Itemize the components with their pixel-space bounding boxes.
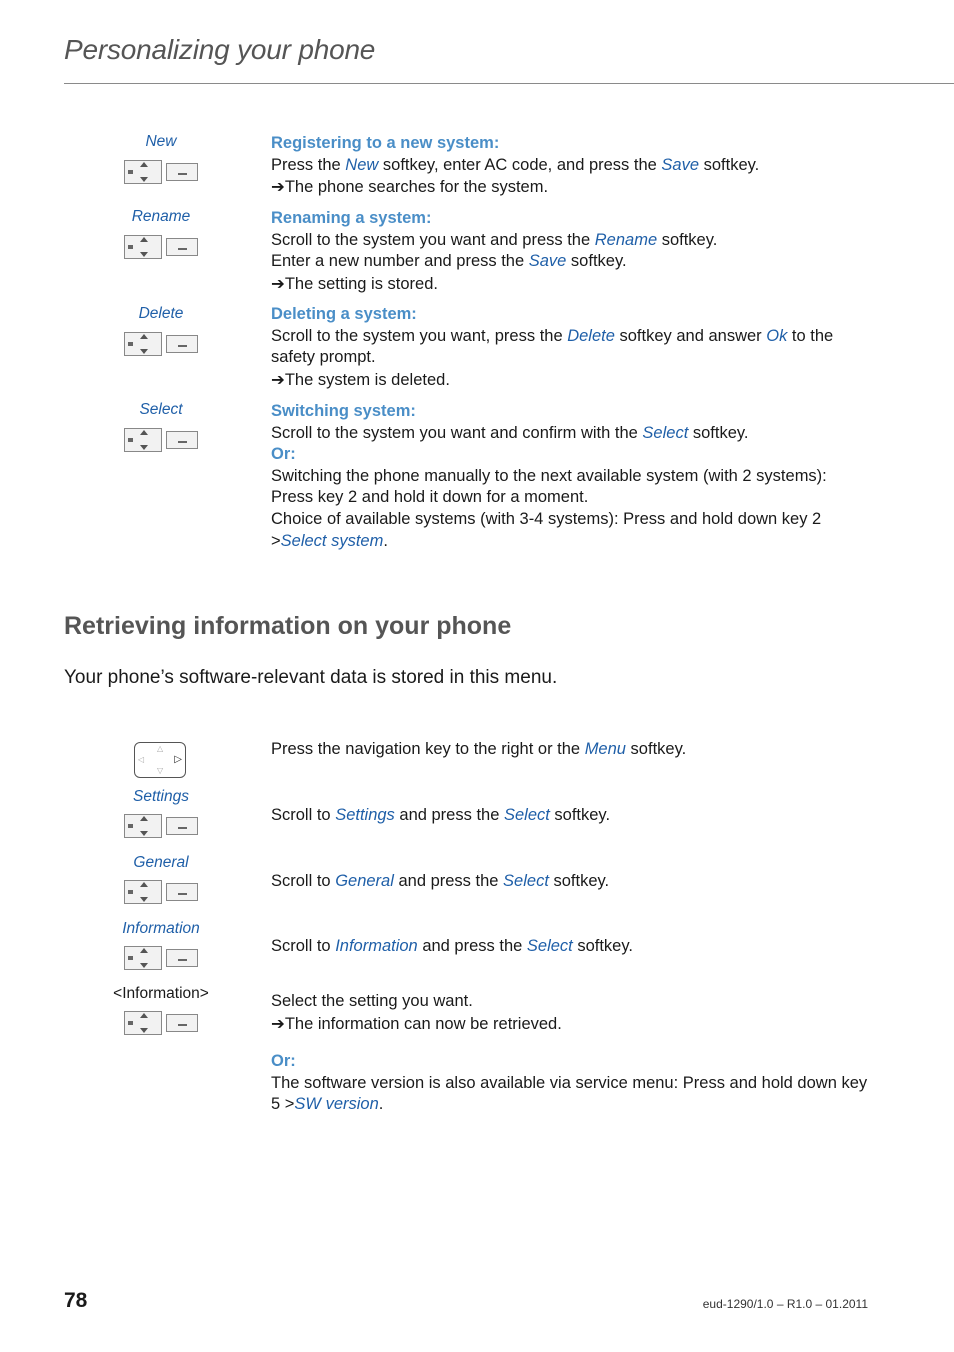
delete-result: ➔The system is deleted. xyxy=(271,369,450,389)
delete-heading: Deleting a system: xyxy=(271,305,417,323)
arrow-icon: ➔ xyxy=(271,369,285,389)
final-or: Or: xyxy=(271,1052,296,1071)
register-system-block xyxy=(271,133,871,199)
register-result: ➔The phone searches for the system. xyxy=(271,177,549,197)
switch-system-block xyxy=(271,401,871,552)
switch-choice: Choice of available systems (with 3-4 systems): Press and hold down key 2 >Select system. xyxy=(271,509,822,550)
softkey-label-general: General xyxy=(133,854,189,871)
keypad-icon xyxy=(124,330,200,358)
switch-instruction: Scroll to the system you want and confirm with the Select softkey. xyxy=(271,423,749,442)
keypad-icon xyxy=(124,158,200,186)
final-result: ➔The information can now be retrieved. xyxy=(271,1013,562,1033)
final-step xyxy=(271,991,871,1116)
register-instruction: Press the New softkey, enter AC code, and press the Save softkey. xyxy=(271,155,760,174)
general-step: Scroll to General and press the Select softkey. xyxy=(271,872,610,890)
keypad-icon xyxy=(124,426,200,454)
register-heading: Registering to a new system: xyxy=(271,134,500,152)
nav-step: Press the navigation key to the right or the Menu softkey. xyxy=(271,740,687,758)
information-step: Scroll to Information and press the Select softkey. xyxy=(271,937,633,955)
arrow-icon: ➔ xyxy=(271,1013,285,1033)
softkey-label-select: Select xyxy=(139,401,183,418)
softkey-label-information: Information xyxy=(122,920,200,937)
rename-system-block xyxy=(271,208,871,295)
settings-step: Scroll to Settings and press the Select softkey. xyxy=(271,806,611,824)
arrow-icon: ➔ xyxy=(271,177,285,197)
page-number: 78 xyxy=(64,1289,88,1312)
switch-or: Or: xyxy=(271,445,296,464)
keypad-icon xyxy=(124,944,200,972)
delete-instruction: Scroll to the system you want, press the Delete softkey and answer Ok to the safety prompt. xyxy=(271,326,834,367)
softkey-label-new: New xyxy=(145,133,177,150)
arrow-icon: ➔ xyxy=(271,273,285,293)
final-instruction: Select the setting you want. xyxy=(271,992,473,1010)
rename-instruction-2: Enter a new number and press the Save softkey. xyxy=(271,252,627,271)
switch-heading: Switching system: xyxy=(271,402,416,420)
keypad-icon xyxy=(124,812,200,840)
rename-result: ➔The setting is stored. xyxy=(271,273,438,293)
header-rule xyxy=(64,83,954,84)
rename-heading: Renaming a system: xyxy=(271,209,432,227)
softkey-label-delete: Delete xyxy=(138,305,184,322)
switch-manual: Switching the phone manually to the next available system (with 2 systems): Press key 2 and hold it down for a moment. xyxy=(271,466,827,507)
softkey-label-rename: Rename xyxy=(131,208,191,225)
keypad-icon xyxy=(124,233,200,261)
rename-instruction-1: Scroll to the system you want and press the Rename softkey. xyxy=(271,230,718,249)
final-sw-version: The software version is also available via service menu: Press and hold down key 5 >SW version. xyxy=(271,1073,868,1114)
page-title: Personalizing your phone xyxy=(64,34,376,65)
delete-system-block xyxy=(271,304,871,391)
softkey-label-settings: Settings xyxy=(132,788,189,805)
information-placeholder-label: <Information> xyxy=(113,985,209,1002)
navigation-key-icon: △ ◁ ▷ ▽ xyxy=(134,742,186,778)
document-id: eud-1290/1.0 – R1.0 – 01.2011 xyxy=(702,1297,868,1311)
keypad-icon xyxy=(124,1009,200,1037)
section-intro: Your phone’s software-relevant data is stored in this menu. xyxy=(64,667,558,688)
keypad-icon xyxy=(124,878,200,906)
section-title: Retrieving information on your phone xyxy=(64,612,512,640)
